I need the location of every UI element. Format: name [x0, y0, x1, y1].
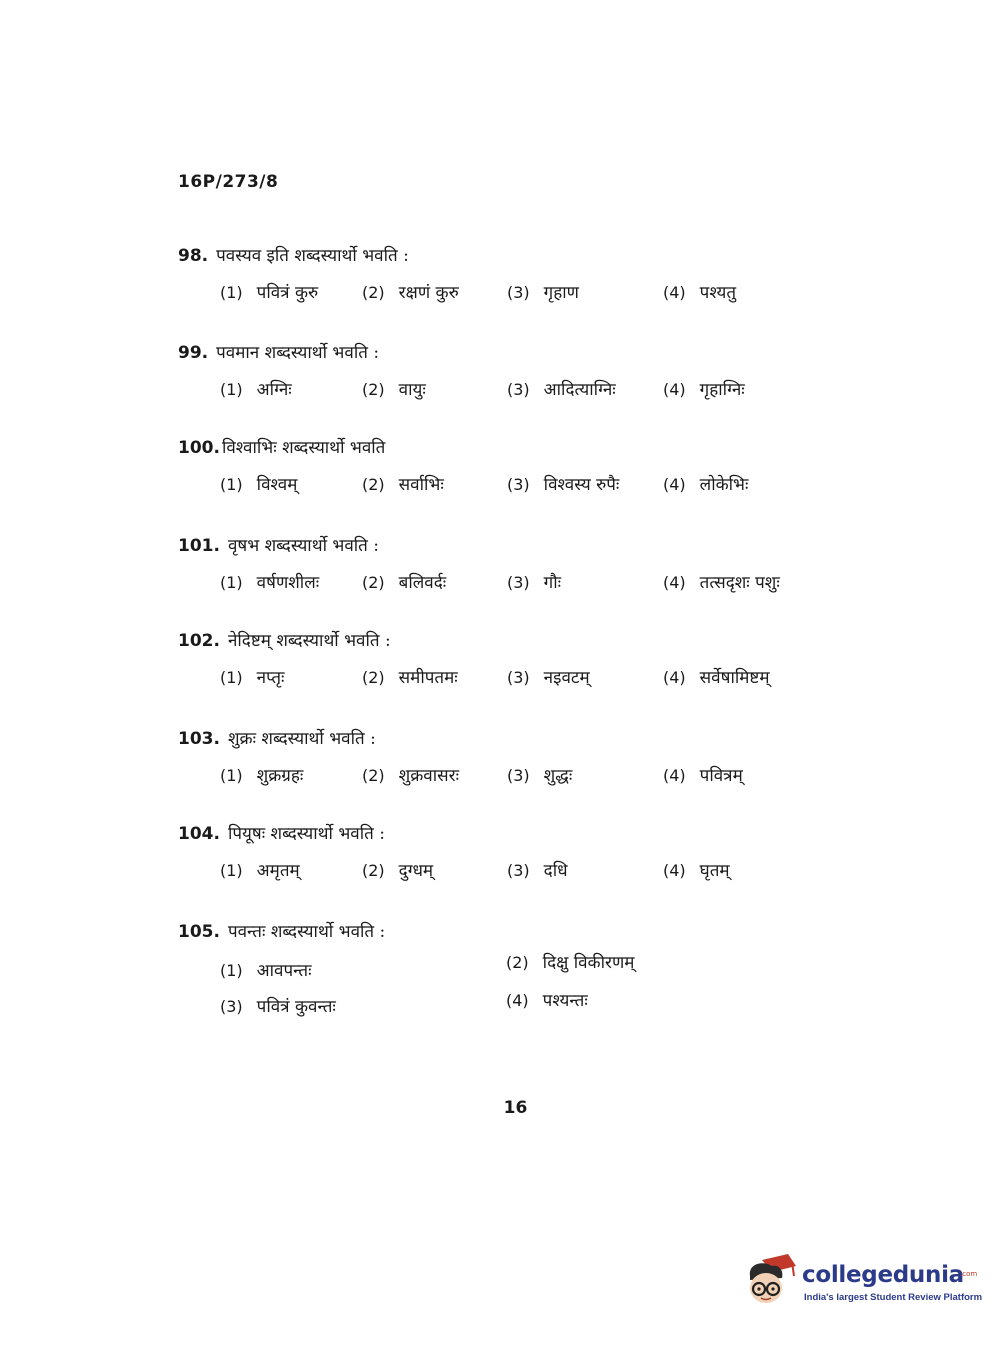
question-stem [178, 244, 818, 268]
option-2: (2) शुक्रवासरः [362, 766, 460, 786]
question-number: 102. [178, 631, 220, 651]
brand-tagline: India's largest Student Review Platform [804, 1292, 983, 1303]
option-3: (3) शुद्धः [507, 766, 573, 786]
option-4: (4) घृतम् [663, 861, 730, 881]
question-stem [178, 341, 818, 365]
question-102 [178, 629, 818, 691]
option-4: (4) सर्वेषामिष्टम् [663, 668, 770, 688]
question-number: 98. [178, 246, 209, 266]
option-2: (2) दिक्षु विकीरणम् [506, 953, 635, 973]
question-text: नेदिष्टम् शब्दस्यार्थो भवति : [227, 631, 391, 651]
brand-name: collegedunia [802, 1262, 964, 1288]
question-stem [178, 534, 818, 558]
question-text: पवन्तः शब्दस्यार्थो भवति : [227, 922, 386, 942]
option-3: (3) पवित्रं कुवन्तः [220, 997, 336, 1017]
option-2: (2) वायुः [362, 380, 426, 400]
option-2: (2) सर्वाभिः [362, 475, 444, 495]
question-text: पवस्यव इति शब्दस्यार्थो भवति : [216, 246, 409, 266]
option-1: (1) अग्निः [220, 380, 292, 400]
question-stem [178, 629, 818, 653]
question-number: 104. [178, 824, 220, 844]
option-1: (1) आवपन्तः [220, 961, 312, 981]
option-list [220, 665, 818, 691]
option-1: (1) शुक्रग्रहः [220, 766, 304, 786]
question-100 [178, 436, 818, 498]
question-105 [178, 920, 818, 1016]
question-text: शुक्रः शब्दस्यार्थो भवति : [227, 729, 376, 749]
option-list [220, 763, 818, 789]
option-4: (4) पश्यतु [663, 283, 737, 303]
option-3: (3) गृहाण [507, 283, 579, 303]
option-2: (2) समीपतमः [362, 668, 458, 688]
option-list [220, 570, 818, 596]
option-1: (1) अमृतम् [220, 861, 300, 881]
option-list [220, 377, 818, 403]
option-list [220, 280, 818, 306]
question-text: विश्वाभिः शब्दस्यार्थो भवति [221, 438, 386, 458]
option-3: (3) विश्वस्य रुपैः [507, 475, 620, 495]
question-number: 99. [178, 343, 209, 363]
question-text: पवमान शब्दस्यार्थो भवति : [216, 343, 380, 363]
question-stem [178, 920, 818, 944]
brand-domain-suffix: .com [960, 1270, 978, 1278]
paper-code: 16P/273/8 [178, 172, 279, 192]
question-number: 101. [178, 536, 220, 556]
option-list [220, 950, 818, 1016]
option-list [220, 858, 818, 884]
option-3: (3) गौः [507, 573, 562, 593]
option-4: (4) पश्यन्तः [506, 991, 588, 1011]
question-stem [178, 727, 818, 751]
question-number: 105. [178, 922, 220, 942]
question-103 [178, 727, 818, 789]
question-number: 100. [178, 438, 220, 458]
mascot-logo-icon [742, 1252, 798, 1310]
option-4: (4) लोकेभिः [663, 475, 749, 495]
option-3: (3) दधि [507, 861, 568, 881]
question-101 [178, 534, 818, 596]
option-1: (1) वर्षणशीलः [220, 573, 320, 593]
option-1: (1) विश्वम् [220, 475, 298, 495]
option-1: (1) नप्तृः [220, 668, 285, 688]
question-99 [178, 341, 818, 403]
question-stem [178, 822, 818, 846]
option-4: (4) तत्सदृशः पशुः [663, 573, 780, 593]
option-3: (3) नइवटम् [507, 668, 590, 688]
question-text: वृषभ शब्दस्यार्थो भवति : [227, 536, 380, 556]
question-98 [178, 244, 818, 306]
option-4: (4) गृहाग्निः [663, 380, 745, 400]
question-number: 103. [178, 729, 220, 749]
option-2: (2) बलिवर्दः [362, 573, 447, 593]
page-number: 16 [503, 1098, 528, 1118]
question-text: पियूषः शब्दस्यार्थो भवति : [227, 824, 385, 844]
option-4: (4) पवित्रम् [663, 766, 743, 786]
brand-logo [742, 1252, 983, 1312]
option-list [220, 472, 818, 498]
question-104 [178, 822, 818, 884]
question-stem [178, 436, 818, 460]
option-2: (2) दुग्धम् [362, 861, 434, 881]
option-3: (3) आदित्याग्निः [507, 380, 616, 400]
option-1: (1) पवित्रं कुरु [220, 283, 319, 303]
option-2: (2) रक्षणं कुरु [362, 283, 459, 303]
